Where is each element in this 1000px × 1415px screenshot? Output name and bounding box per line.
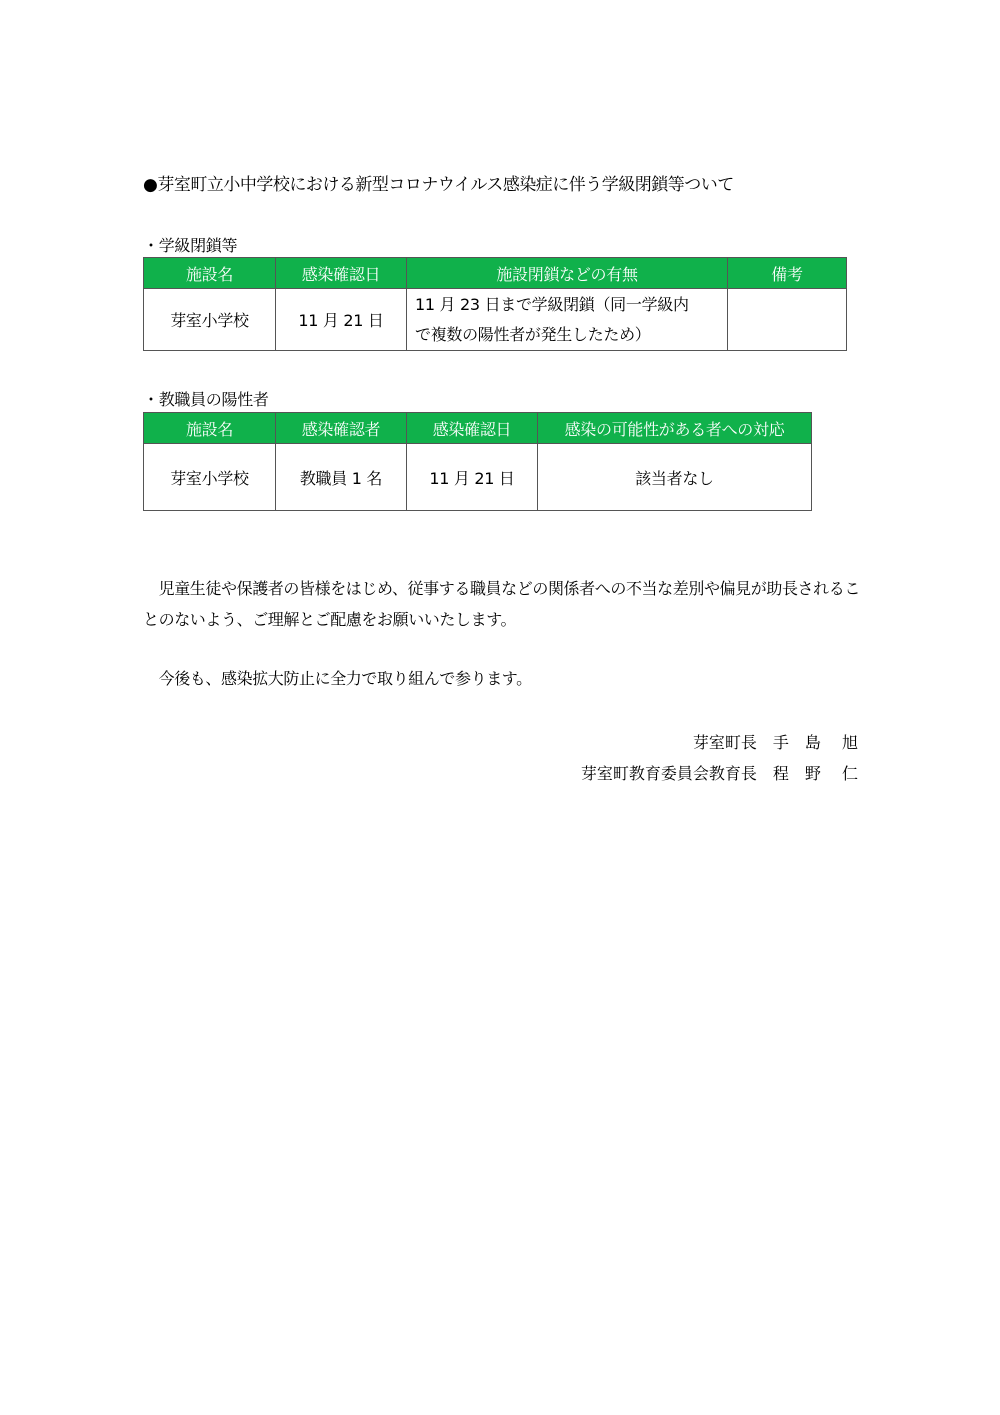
header-response: 感染の可能性がある者への対応 xyxy=(538,413,812,444)
header-facility: 施設名 xyxy=(144,258,276,289)
closing-paragraph: 今後も、感染拡大防止に全力で取り組んで参ります。 xyxy=(143,669,532,688)
table-header-row xyxy=(144,258,847,289)
cell-remarks xyxy=(728,289,847,351)
cell-date: 11 月 21 日 xyxy=(276,289,407,351)
cell-person: 教職員 1 名 xyxy=(276,444,407,511)
cell-response: 該当者なし xyxy=(538,444,812,511)
table-row xyxy=(144,289,847,351)
table-header-row xyxy=(144,413,812,444)
header-remarks: 備考 xyxy=(728,258,847,289)
cell-facility: 芽室小学校 xyxy=(144,289,276,351)
document-title: ●芽室町立小中学校における新型コロナウイルス感染症に伴う学級閉鎖等ついて xyxy=(143,175,734,195)
header-date: 感染確認日 xyxy=(407,413,538,444)
notice-paragraph: 児童生徒や保護者の皆様をはじめ、従事する職員などの関係者への不当な差別や偏見が助長されることのないよう、ご理解とご配慮をお願いいたします。 xyxy=(143,579,860,629)
cell-date: 11 月 21 日 xyxy=(407,444,538,511)
header-closure: 施設閉鎖などの有無 xyxy=(407,258,728,289)
header-facility: 施設名 xyxy=(144,413,276,444)
section-label-staff-positive: ・教職員の陽性者 xyxy=(143,390,269,409)
section-label-class-closure: ・学級閉鎖等 xyxy=(143,236,238,255)
cell-facility: 芽室小学校 xyxy=(144,444,276,511)
staff-positive-table xyxy=(143,412,812,511)
closure-line-1: 11 月 23 日まで学級閉鎖（同一学級内 xyxy=(415,294,689,314)
signature-mayor: 芽室町長 手 島 旭 xyxy=(692,733,858,752)
signature-superintendent: 芽室町教育委員会教育長 程 野 仁 xyxy=(580,764,858,783)
table-row xyxy=(144,444,812,511)
header-person: 感染確認者 xyxy=(276,413,407,444)
class-closure-table xyxy=(143,257,847,351)
closure-line-2: で複数の陽性者が発生したため） xyxy=(415,324,651,344)
header-date: 感染確認日 xyxy=(276,258,407,289)
cell-closure xyxy=(407,289,728,351)
